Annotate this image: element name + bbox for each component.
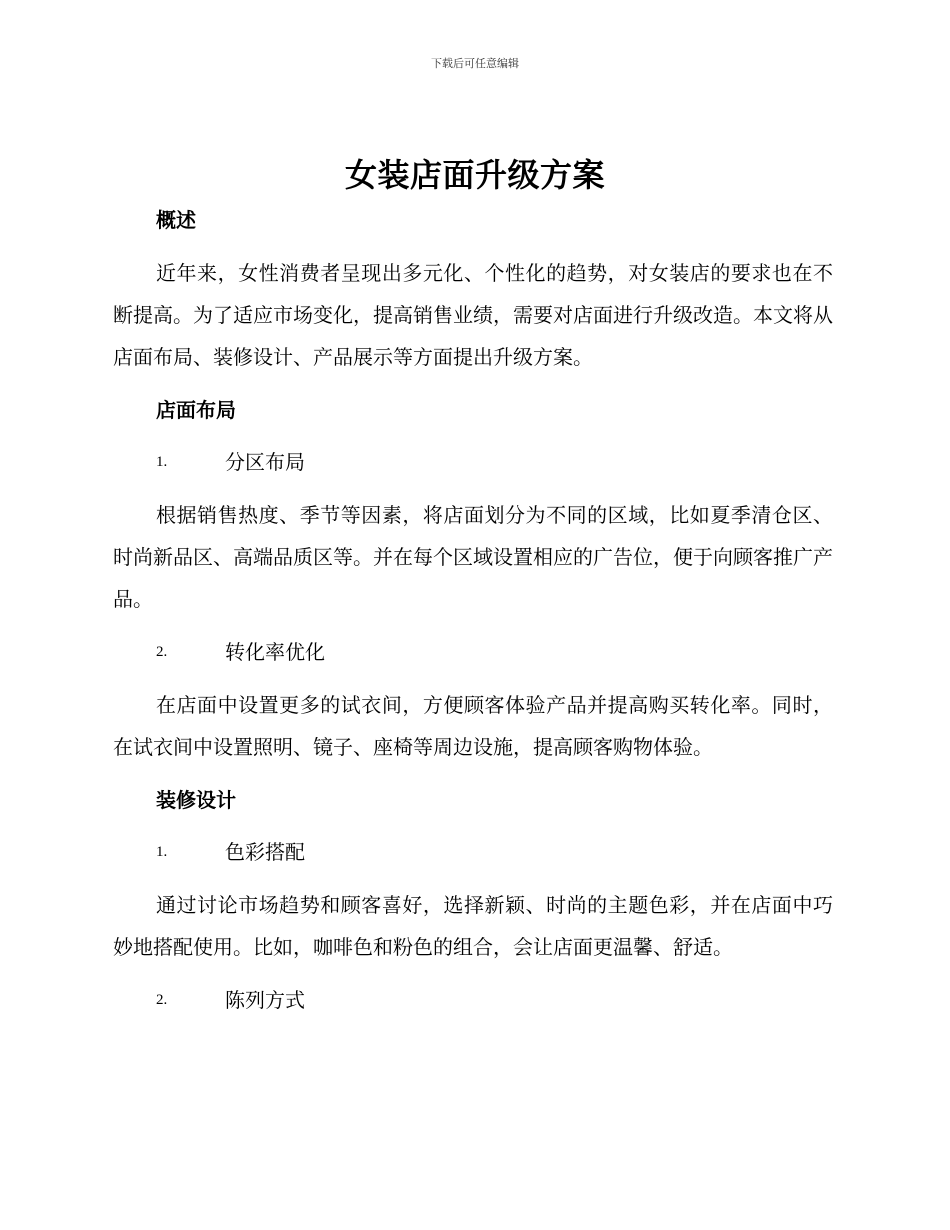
list-label: 色彩搭配 (225, 840, 305, 864)
list-item-conversion (113, 632, 833, 672)
conversion-paragraph: 在店面中设置更多的试衣间，方便顾客体验产品并提高购买转化率。同时，在试衣间中设置照明、镜子、座椅等周边设施，提高顾客购物体验。 (113, 693, 833, 759)
document-body (113, 200, 833, 1020)
list-item-display (113, 980, 833, 1020)
section-heading-layout: 店面布局 (156, 398, 236, 422)
list-number: 2. (156, 992, 168, 1008)
list-number: 1. (156, 844, 168, 860)
section-heading-decor: 装修设计 (156, 788, 236, 812)
zoning-paragraph: 根据销售热度、季节等因素，将店面划分为不同的区域，比如夏季清仓区、时尚新品区、高端品质区等。并在每个区域设置相应的广告位，便于向顾客推广产品。 (113, 503, 833, 611)
page-header-note: 下载后可任意编辑 (431, 57, 519, 70)
list-label: 分区布局 (225, 450, 305, 474)
overview-paragraph: 近年来，女性消费者呈现出多元化、个性化的趋势，对女装店的要求也在不断提高。为了适应市场变化，提高销售业绩，需要对店面进行升级改造。本文将从店面布局、装修设计、产品展示等方面提出升级方案。 (113, 261, 833, 369)
section-heading-overview: 概述 (156, 208, 196, 232)
list-number: 1. (156, 454, 168, 470)
list-label: 转化率优化 (225, 640, 325, 664)
document-title: 女装店面升级方案 (344, 156, 605, 194)
list-number: 2. (156, 644, 168, 660)
list-label: 陈列方式 (225, 988, 305, 1012)
list-item-color (113, 832, 833, 872)
list-item-zoning (113, 442, 833, 482)
color-paragraph: 通过讨论市场趋势和顾客喜好，选择新颖、时尚的主题色彩，并在店面中巧妙地搭配使用。比如，咖啡色和粉色的组合，会让店面更温馨、舒适。 (113, 893, 833, 959)
